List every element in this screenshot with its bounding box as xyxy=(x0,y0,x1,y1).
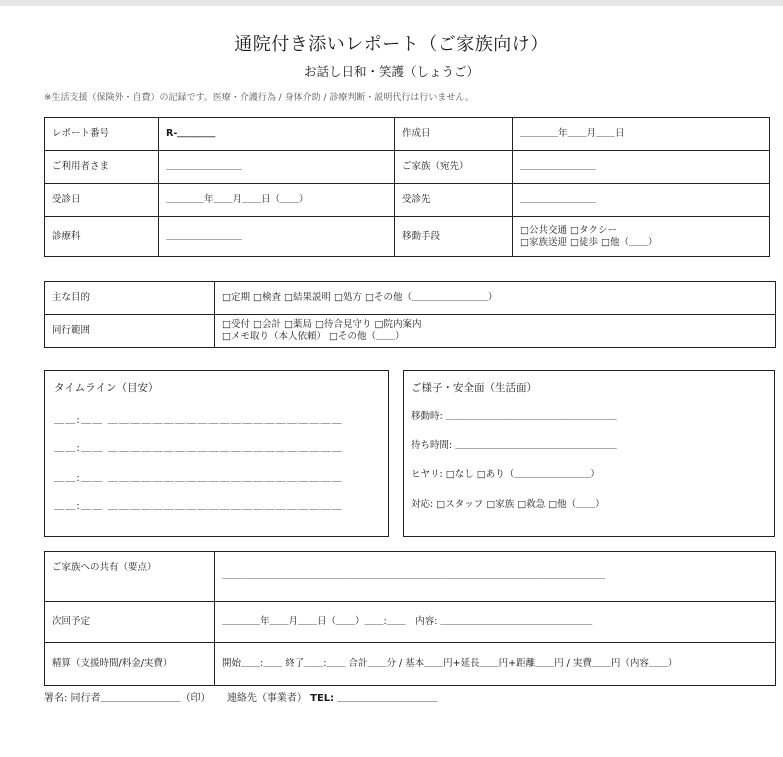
purpose-table xyxy=(44,281,776,348)
visit-date-field[interactable]: ＿＿＿＿年＿＿月＿＿日（＿＿） xyxy=(159,184,395,217)
transport-label: 移動手段 xyxy=(395,217,513,257)
next-schedule-label: 次回予定 xyxy=(45,602,215,643)
timeline-entry[interactable]: ＿＿:＿＿ ＿＿＿＿＿＿＿＿＿＿＿＿＿＿＿＿＿＿＿＿＿ xyxy=(54,473,343,484)
main-purpose-options[interactable]: □定期 □検査 □結果説明 □処方 □その他（＿＿＿＿＿＿＿＿） xyxy=(215,282,776,315)
table-row xyxy=(45,602,776,643)
report-subtitle: お話し日和・笑護（しょうご） xyxy=(303,64,479,79)
share-points-field[interactable]: ＿＿＿＿＿＿＿＿＿＿＿＿＿＿＿＿＿＿＿＿＿＿＿＿＿＿＿＿＿＿＿＿＿＿＿＿＿＿＿＿＿＿＿＿ xyxy=(215,552,776,602)
tel-field[interactable]: ＿＿＿＿＿＿＿＿＿＿ xyxy=(337,693,438,704)
next-schedule-field[interactable]: ＿＿＿＿年＿＿月＿＿日（＿＿）＿＿:＿＿ 内容: ＿＿＿＿＿＿＿＿＿＿＿＿＿＿＿＿ xyxy=(215,602,776,643)
scope-options-line1[interactable]: □受付 □会計 □薬局 □待合見守り □院内案内 xyxy=(222,319,422,331)
contact-label: 連絡先（事業者） xyxy=(226,693,307,704)
family-field[interactable]: ＿＿＿＿＿＿＿＿ xyxy=(513,151,770,184)
timeline-title: タイムライン（目安） xyxy=(54,382,159,394)
basic-info-table xyxy=(44,117,770,257)
share-table xyxy=(44,551,776,686)
table-row xyxy=(45,643,776,686)
companion-label: 署名: 同行者 xyxy=(44,693,101,704)
disclaimer-note: ※生活支援（保険外・自費）の記録です。医療・介護行為 / 身体介助 / 診療判断・説明代行は行いません。 xyxy=(44,93,474,103)
transport-options-line2[interactable]: □家族送迎 □徒歩 □他（＿＿） xyxy=(520,236,658,248)
clinic-field[interactable]: ＿＿＿＿＿＿＿＿ xyxy=(513,184,770,217)
family-label: ご家族（宛先） xyxy=(395,151,513,184)
table-row xyxy=(45,282,776,315)
table-row xyxy=(45,151,770,184)
table-row xyxy=(45,217,770,257)
status-wait-field[interactable]: 待ち時間: ＿＿＿＿＿＿＿＿＿＿＿＿＿＿＿＿＿ xyxy=(411,440,617,451)
scope-options[interactable] xyxy=(215,315,776,348)
report-number-label: レポート番号 xyxy=(45,118,159,151)
scope-label: 同行範囲 xyxy=(45,315,215,348)
settlement-label: 精算（支援時間/料金/実費） xyxy=(45,643,215,686)
visit-date-label: 受診日 xyxy=(45,184,159,217)
department-field[interactable]: ＿＿＿＿＿＿＿＿ xyxy=(159,217,395,257)
scope-options-line2[interactable]: □メモ取り（本人依頼） □その他（＿＿） xyxy=(222,331,405,342)
status-response-options[interactable]: 対応: □スタッフ □家族 □救急 □他（＿＿） xyxy=(411,499,605,510)
status-title: ご様子・安全面（生活面） xyxy=(411,382,537,394)
timeline-entry[interactable]: ＿＿:＿＿ ＿＿＿＿＿＿＿＿＿＿＿＿＿＿＿＿＿＿＿＿＿ xyxy=(54,443,343,454)
user-name-label: ご利用者さま xyxy=(45,151,159,184)
created-date-label: 作成日 xyxy=(395,118,513,151)
report-number-field[interactable]: R-＿＿＿＿ xyxy=(159,118,395,151)
main-purpose-label: 主な目的 xyxy=(45,282,215,315)
table-row xyxy=(45,315,776,348)
table-row xyxy=(45,552,776,602)
transport-options-line1[interactable]: □公共交通 □タクシー xyxy=(520,224,617,236)
clinic-label: 受診先 xyxy=(395,184,513,217)
signature-line xyxy=(44,689,437,704)
settlement-field[interactable]: 開始＿＿:＿＿ 終了＿＿:＿＿ 合計＿＿分 / 基本＿＿円+延長＿＿円+距離＿＿円 / 実費＿＿円（内容＿＿） xyxy=(215,643,776,686)
timeline-entry[interactable]: ＿＿:＿＿ ＿＿＿＿＿＿＿＿＿＿＿＿＿＿＿＿＿＿＿＿＿ xyxy=(54,415,343,426)
user-name-field[interactable]: ＿＿＿＿＿＿＿＿ xyxy=(159,151,395,184)
top-bar xyxy=(0,0,783,6)
companion-signature-field[interactable]: ＿＿＿＿＿＿＿＿ xyxy=(100,693,181,704)
share-points-label: ご家族への共有（要点） xyxy=(45,552,215,602)
timeline-box xyxy=(44,370,389,537)
table-row xyxy=(45,118,770,151)
report-title: 通院付き添いレポート（ご家族向け） xyxy=(234,34,549,55)
seal-mark: （印） xyxy=(180,693,211,704)
table-row xyxy=(45,184,770,217)
transport-options[interactable] xyxy=(513,217,770,257)
tel-label: TEL: xyxy=(310,693,335,704)
status-move-field[interactable]: 移動時: ＿＿＿＿＿＿＿＿＿＿＿＿＿＿＿＿＿＿ xyxy=(411,411,617,422)
created-date-field[interactable]: ＿＿＿＿年＿＿月＿＿日 xyxy=(513,118,770,151)
status-hiyari-options[interactable]: ヒヤリ: □なし □あり（＿＿＿＿＿＿＿＿） xyxy=(411,469,600,480)
timeline-entry[interactable]: ＿＿:＿＿ ＿＿＿＿＿＿＿＿＿＿＿＿＿＿＿＿＿＿＿＿＿ xyxy=(54,501,343,512)
department-label: 診療科 xyxy=(45,217,159,257)
status-box xyxy=(403,370,775,537)
